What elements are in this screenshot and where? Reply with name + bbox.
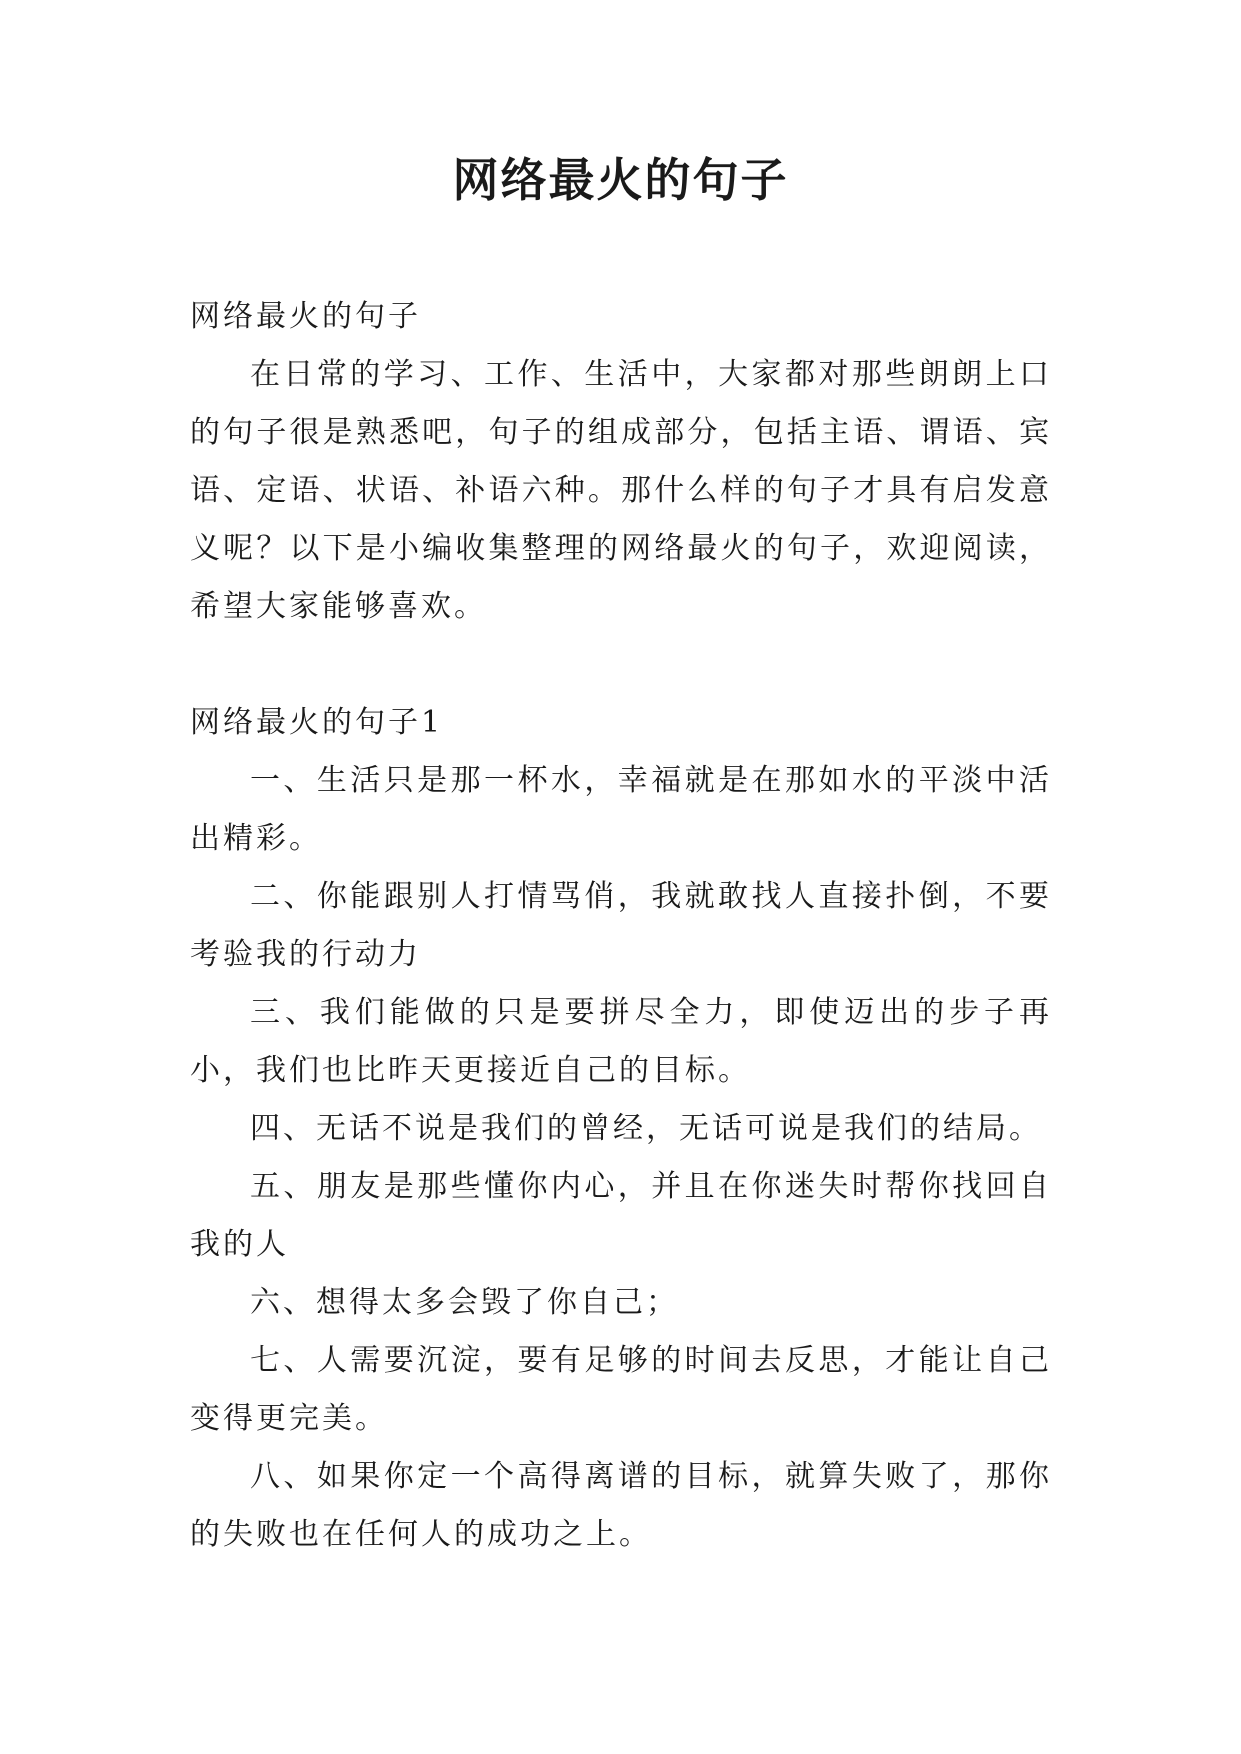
list-item: 二、你能跟别人打情骂俏，我就敢找人直接扑倒，不要考验我的行动力 <box>190 879 1052 972</box>
document-body <box>190 288 1052 1564</box>
list-item: 四、无话不说是我们的曾经，无话可说是我们的结局。 <box>250 1111 1042 1146</box>
intro-heading: 网络最火的句子 <box>190 299 421 334</box>
intro-paragraph: 在日常的学习、工作、生活中，大家都对那些朗朗上口的句子很是熟悉吧，句子的组成部分，包括主语、谓语、宾语、定语、状语、补语六种。那什么样的句子才具有启发意义呢？以下是小编收集整理的网络最火的句子，欢迎阅读，希望大家能够喜欢。 <box>190 357 1052 624</box>
list-item: 五、朋友是那些懂你内心，并且在你迷失时帮你找回自我的人 <box>190 1169 1052 1262</box>
list-item: 七、人需要沉淀，要有足够的时间去反思，才能让自己变得更完美。 <box>190 1343 1052 1436</box>
list-item: 一、生活只是那一杯水，幸福就是在那如水的平淡中活出精彩。 <box>190 763 1052 856</box>
document-title: 网络最火的句子 <box>452 153 789 207</box>
list-item: 六、想得太多会毁了你自己； <box>250 1285 679 1320</box>
list-item: 三、我们能做的只是要拼尽全力，即使迈出的步子再小，我们也比昨天更接近自己的目标。 <box>190 995 1052 1088</box>
list-item: 八、如果你定一个高得离谱的目标，就算失败了，那你的失败也在任何人的成功之上。 <box>190 1459 1052 1552</box>
section-heading: 网络最火的句子1 <box>190 705 444 740</box>
